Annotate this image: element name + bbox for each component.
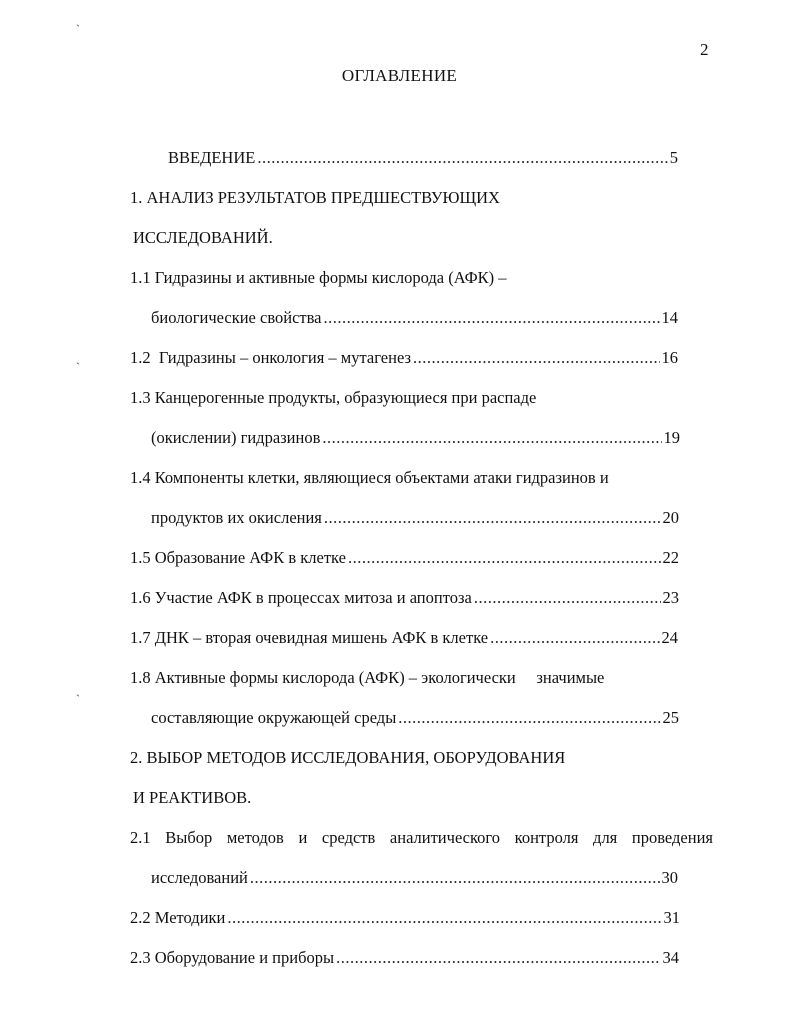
toc-chapter-2-line1: 2. ВЫБОР МЕТОДОВ ИССЛЕДОВАНИЯ, ОБОРУДОВАНИЯ [130, 748, 566, 767]
toc-entry-intro: ВВЕДЕНИЕ ..... 5 [168, 148, 678, 168]
toc-entry-1-8-line1: 1.8 Активные формы кислорода (АФК) – экологически значимые [130, 668, 605, 687]
toc-chapter-1-line1: 1. АНАЛИЗ РЕЗУЛЬТАТОВ ПРЕДШЕСТВУЮЩИХ [130, 188, 500, 207]
toc-chapter-1-line2: ИССЛЕДОВАНИЙ. [133, 228, 273, 247]
toc-entry-1-1-line2: биологические свойства ..... 14 [151, 308, 678, 328]
toc-entry-1-5: 1.5 Образование АФК в клетке ..... 22 [130, 548, 679, 568]
toc-entry-1-6: 1.6 Участие АФК в процессах митоза и апоптоза ..... 23 [130, 588, 679, 608]
toc-entry-2-2: 2.2 Методики ..... 31 [130, 908, 680, 928]
page-number: 2 [700, 40, 709, 59]
toc-chapter-2-line2: И РЕАКТИВОВ. [133, 788, 252, 807]
toc-entry-2-3: 2.3 Оборудование и приборы ..... 34 [130, 948, 679, 968]
toc-entry-1-3-line2: (окислении) гидразинов ..... 19 [151, 428, 680, 448]
toc-entry-1-8-line2: составляющие окружающей среды ..... 25 [151, 708, 679, 728]
toc-entry-1-1-line1: 1.1 Гидразины и активные формы кислорода (АФК) – [130, 268, 507, 287]
toc-entry-1-4-line2: продуктов их окисления ..... 20 [151, 508, 679, 528]
toc-entry-1-4-line1: 1.4 Компоненты клетки, являющиеся объектами атаки гидразинов и [130, 468, 609, 487]
scan-mark: ` [76, 360, 80, 374]
toc-entry-2-1-line2: исследований ..... 30 [151, 868, 678, 888]
toc-entry-1-3-line1: 1.3 Канцерогенные продукты, образующиеся при распаде [130, 388, 537, 407]
toc-entry-2-1-line1: 2.1 Выбор методов и средств аналитического контроля для проведения [130, 828, 713, 847]
page-title: ОГЛАВЛЕНИЕ [341, 66, 458, 85]
scan-mark: ` [76, 22, 80, 36]
toc-entry-1-2: 1.2 Гидразины – онкология – мутагенез ..... 16 [130, 348, 678, 368]
scan-mark: ` [76, 692, 80, 706]
toc-entry-1-7: 1.7 ДНК – вторая очевидная мишень АФК в клетке ..... 24 [130, 628, 678, 648]
